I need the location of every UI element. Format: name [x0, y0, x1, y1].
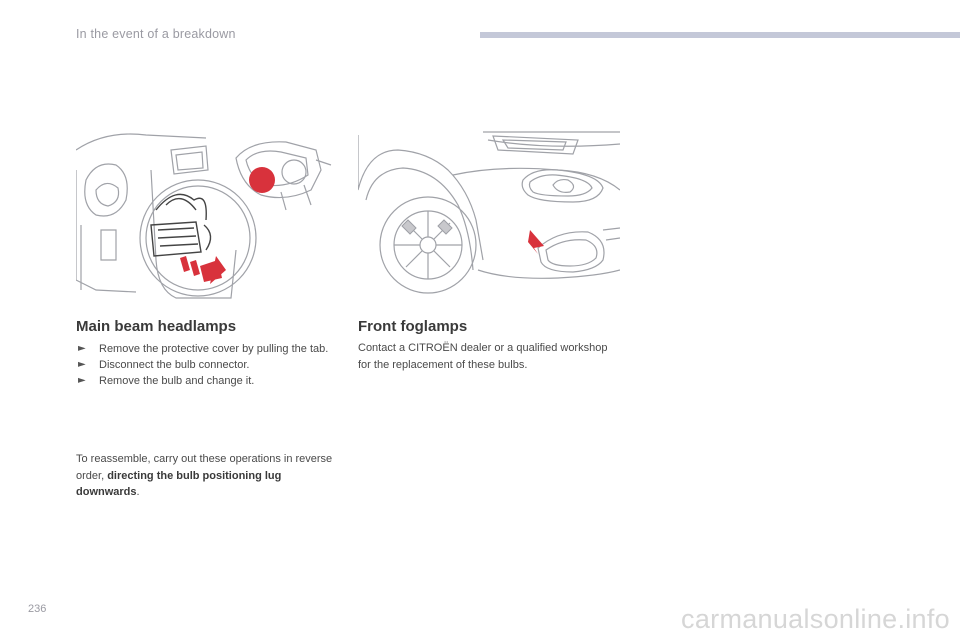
reassemble-text: To reassemble, carry out these operations in reverse order,	[76, 453, 333, 482]
step-item	[76, 373, 338, 389]
step-text: Disconnect the bulb connector.	[99, 359, 250, 371]
main-beam-steps	[76, 341, 338, 389]
foglamp-illustration-icon	[358, 130, 620, 302]
reassemble-suffix: .	[136, 486, 140, 498]
bullet-arrow-icon: ►	[78, 375, 86, 386]
step-item	[76, 357, 338, 373]
front-foglamps-title: Front foglamps	[358, 318, 468, 335]
main-beam-title: Main beam headlamps	[76, 318, 237, 335]
step-text: Remove the protective cover by pulling the tab.	[99, 343, 329, 355]
headlamp-illustration-icon	[76, 130, 338, 302]
bullet-arrow-icon: ►	[78, 359, 86, 370]
header-title: In the event of a breakdown	[76, 27, 236, 41]
page-number: 236	[28, 603, 47, 615]
step-item	[76, 341, 338, 357]
reassemble-emphasis: directing the bulb positioning lug downwards	[76, 469, 282, 498]
bullet-arrow-icon: ►	[78, 343, 86, 354]
step-text: Remove the bulb and change it.	[99, 375, 255, 387]
foglamp-paragraph: Contact a CITROËN dealer or a qualified workshop for the replacement of these bulbs.	[358, 342, 608, 371]
watermark: carmanualsonline.info	[681, 604, 950, 634]
reassemble-paragraph	[76, 451, 338, 501]
header-bar	[480, 32, 960, 38]
